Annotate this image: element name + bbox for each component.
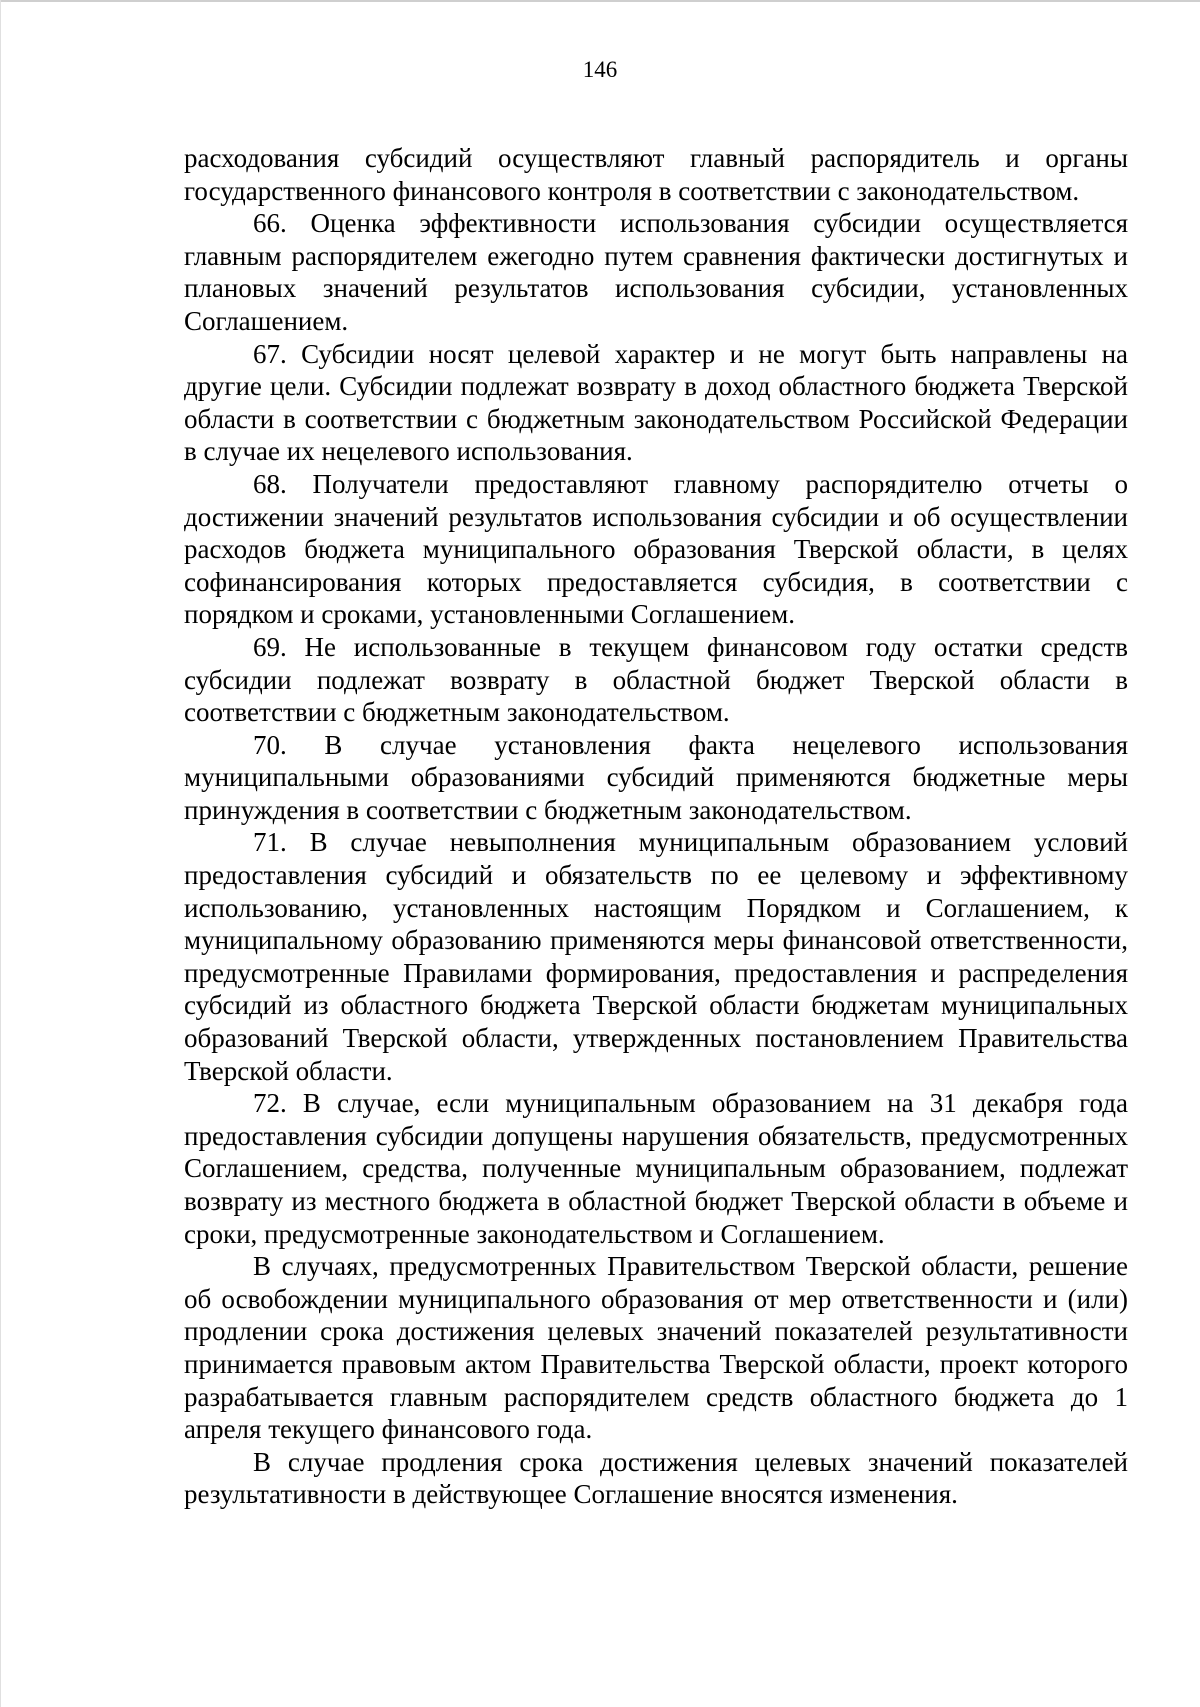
paragraph-66: 66. Оценка эффективности использования субсидии осуществляется главным распорядителем ежегодно путем сравнения фактически достигнутых и плановых значений результатов использования субсидии, установленных Соглашением. [184, 208, 1128, 336]
paragraph-71: 71. В случае невыполнения муниципальным образованием условий предоставления субсидий и обязательств по ее целевому и эффективному использованию, установленных настоящим Порядком и Соглашением, к муниципальному образованию применяются меры финансовой ответственности, предусмотренные Правилами формирования, предоставления и распределения субсидий из областного бюджета Тверской области бюджетам муниципальных образований Тверской области, утвержденных постановлением Правительства Тверской области. [184, 827, 1128, 1086]
document-body [184, 142, 1128, 1511]
paragraph-70: 70. В случае установления факта нецелевого использования муниципальными образованиями субсидий применяются бюджетные меры принуждения в соответствии с бюджетным законодательством. [184, 729, 1128, 825]
paragraph-72-cases: В случаях, предусмотренных Правительством Тверской области, решение об освобождении муниципального образования от мер ответственности и (или) продлении срока достижения целевых значений показателей результативности принимается правовым актом Правительства Тверской области, проект которого разрабатывается главным распорядителем средств областного бюджета до 1 апреля текущего финансового года. [184, 1251, 1128, 1445]
paragraph-continuation: расходования субсидий осуществляют главный распорядитель и органы государственного финансового контроля в соответствии с законодательством. [184, 143, 1128, 206]
paragraph-67: 67. Субсидии носят целевой характер и не могут быть направлены на другие цели. Субсидии подлежат возврату в доход областного бюджета Тверской области в соответствии с бюджетным законодательством Российской Федерации в случае их нецелевого использования. [184, 338, 1128, 467]
scan-edge-left [0, 0, 1, 1707]
scan-edge-top [0, 0, 1200, 2]
page-number: 146 [582, 57, 618, 82]
paragraph-72: 72. В случае, если муниципальным образованием на 31 декабря года предоставления субсидии допущены нарушения обязательств, предусмотренных Соглашением, средства, полученные муниципальным образованием, подлежат возврату из местного бюджета в областной бюджет Тверской области в объеме и сроки, предусмотренные законодательством и Соглашением. [184, 1088, 1128, 1249]
paragraph-69: 69. Не использованные в текущем финансовом году остатки средств субсидии подлежат возврату в областной бюджет Тверской области в соответствии с бюджетным законодательством. [184, 631, 1128, 728]
paragraph-72-extension: В случае продления срока достижения целевых значений показателей результативности в действующее Соглашение вносятся изменения. [184, 1446, 1128, 1510]
paragraph-68: 68. Получатели предоставляют главному распорядителю отчеты о достижении значений результатов использования субсидии и об осуществлении расходов бюджета муниципального образования Тверской области, в целях софинансирования которых предоставляется субсидия, в соответствии с порядком и сроками, установленными Соглашением. [184, 468, 1128, 630]
